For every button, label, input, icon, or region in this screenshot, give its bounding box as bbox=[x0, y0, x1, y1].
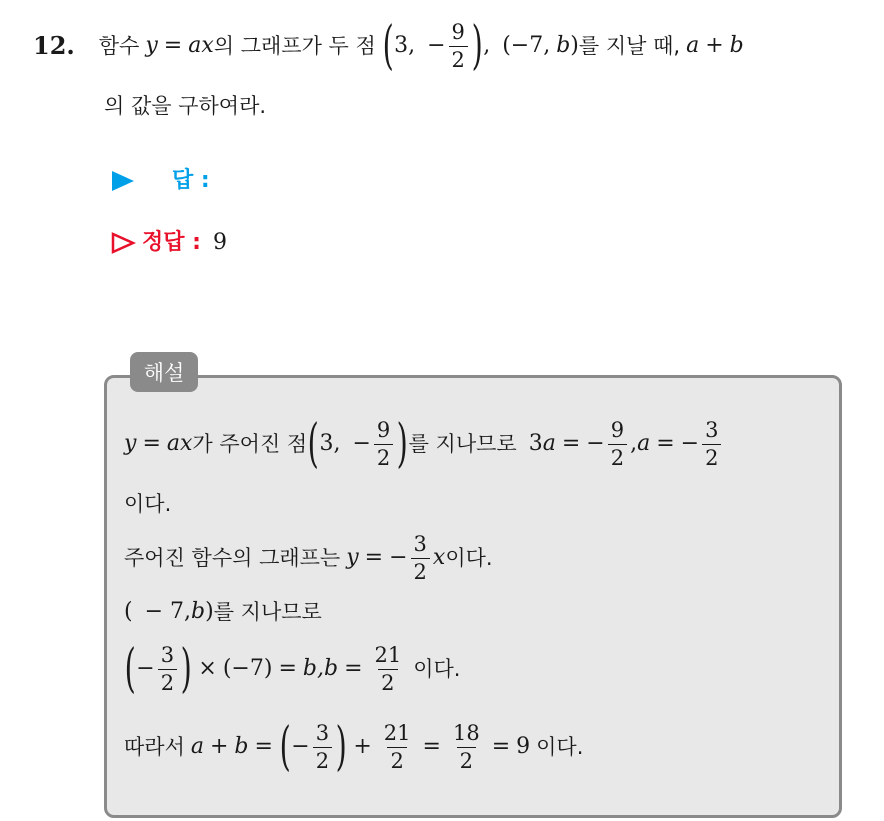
fraction bbox=[449, 19, 468, 72]
text-run: 이다. bbox=[413, 656, 461, 681]
explanation-line-1 bbox=[124, 416, 724, 472]
math-token: − bbox=[427, 33, 446, 58]
math-token: a bbox=[190, 734, 204, 759]
math-token: ( bbox=[382, 16, 394, 76]
explanation-line-5 bbox=[124, 640, 460, 698]
math-token: 18 bbox=[452, 720, 480, 745]
question-number: 12. bbox=[33, 31, 75, 60]
text-run: 의 값을 구하여라. bbox=[104, 93, 267, 118]
math-token: ) bbox=[335, 717, 347, 777]
explanation-line-6 bbox=[124, 718, 583, 776]
fraction bbox=[450, 720, 483, 773]
math-token: 2 bbox=[449, 46, 468, 71]
math-token: = bbox=[163, 33, 183, 58]
text-run: 주어진 함수의 그래프는 bbox=[124, 545, 341, 570]
outline-triangle-icon bbox=[110, 231, 136, 255]
math-token: − 7, bbox=[144, 599, 192, 624]
explanation-tab: 해설 bbox=[130, 352, 198, 392]
math-token: ) bbox=[180, 639, 192, 699]
math-token: ( bbox=[124, 639, 136, 699]
math-token: b, bbox=[302, 656, 324, 681]
math-token: b bbox=[234, 734, 249, 759]
answer-label: 답 : bbox=[172, 168, 210, 193]
math-token: y bbox=[346, 545, 359, 570]
math-token: = bbox=[422, 734, 441, 759]
math-token: x bbox=[432, 545, 446, 570]
explanation-line-3 bbox=[124, 530, 493, 586]
math-token: = bbox=[278, 656, 297, 681]
math-token: = bbox=[364, 545, 384, 570]
math-token: − bbox=[389, 545, 408, 570]
text-run: 를 지나므로 bbox=[408, 431, 517, 456]
math-token: = bbox=[142, 431, 161, 456]
math-token: ( bbox=[124, 599, 133, 624]
fraction bbox=[374, 417, 393, 470]
math-token: (−7, bbox=[502, 33, 551, 58]
math-token: = bbox=[561, 431, 581, 456]
math-token: 9 bbox=[376, 417, 391, 442]
math-token: 2 bbox=[158, 669, 177, 694]
math-token: 2 bbox=[378, 669, 397, 694]
fraction bbox=[313, 720, 332, 773]
text-run: 의 그래프가 두 점 bbox=[213, 33, 376, 58]
math-token: 9 bbox=[610, 417, 625, 442]
math-token: = bbox=[254, 734, 273, 759]
correct-answer-value: 9 bbox=[212, 230, 227, 255]
math-token: = bbox=[656, 431, 675, 456]
math-token: 3, bbox=[319, 431, 341, 456]
math-token: 2 bbox=[374, 444, 393, 469]
text-run: 이다. bbox=[445, 545, 493, 570]
math-token: 2 bbox=[411, 558, 430, 583]
explanation-line-4 bbox=[124, 598, 322, 626]
math-token: − bbox=[136, 656, 155, 681]
math-token: ) bbox=[471, 16, 483, 76]
math-token: 2 bbox=[457, 747, 476, 772]
filled-triangle-icon bbox=[110, 169, 136, 193]
math-token: a bbox=[686, 33, 700, 58]
math-token: 21 bbox=[374, 642, 402, 667]
math-token: b bbox=[729, 33, 744, 58]
math-token: = bbox=[344, 656, 363, 681]
question-line-2 bbox=[104, 92, 266, 120]
math-token: − bbox=[352, 431, 371, 456]
math-token: − bbox=[680, 431, 700, 456]
math-token: 21 bbox=[383, 720, 411, 745]
math-token: , bbox=[630, 431, 638, 456]
math-token: 3 bbox=[315, 720, 330, 745]
math-token: 3 bbox=[413, 531, 427, 556]
text-run: 가 주어진 점 bbox=[192, 431, 308, 456]
text-run: 이다. bbox=[124, 491, 172, 516]
math-token: 2 bbox=[608, 444, 627, 469]
math-token: b bbox=[556, 33, 571, 58]
fraction bbox=[372, 642, 405, 695]
math-token: + bbox=[209, 734, 229, 759]
math-token: 2 bbox=[313, 747, 332, 772]
text-run: 따라서 bbox=[124, 734, 185, 759]
math-token: ) bbox=[570, 33, 579, 58]
math-token: (−7) bbox=[222, 656, 273, 681]
math-token: y bbox=[145, 33, 158, 58]
fraction bbox=[411, 531, 430, 584]
math-token: ) bbox=[205, 599, 214, 624]
math-token: 2 bbox=[702, 444, 721, 469]
math-token: ax bbox=[188, 33, 214, 58]
math-token: ( bbox=[279, 717, 291, 777]
math-token: b bbox=[191, 599, 206, 624]
math-token: y bbox=[124, 431, 137, 456]
answer-row bbox=[110, 166, 210, 196]
math-token: 3 bbox=[705, 417, 719, 442]
math-token: + bbox=[705, 33, 724, 58]
fraction bbox=[702, 417, 721, 470]
question-text: 함수 bbox=[98, 33, 140, 58]
math-token: 3 bbox=[528, 431, 543, 456]
text-run: 를 지나므로 bbox=[213, 599, 322, 624]
fraction bbox=[158, 642, 177, 695]
math-token: 3, bbox=[394, 33, 416, 58]
explanation-line-2 bbox=[124, 490, 171, 518]
correct-answer-row bbox=[110, 228, 227, 258]
math-token: + bbox=[353, 734, 372, 759]
math-token: ax bbox=[166, 431, 193, 456]
fraction bbox=[381, 720, 414, 773]
math-token: a bbox=[542, 431, 556, 456]
math-token: ) bbox=[396, 414, 409, 474]
text-run: 를 지날 때, bbox=[578, 33, 681, 58]
math-token: × bbox=[198, 656, 217, 681]
math-token: − bbox=[586, 431, 605, 456]
text-run: 이다. bbox=[536, 734, 584, 759]
fraction bbox=[608, 417, 627, 470]
math-token: − bbox=[291, 734, 310, 759]
math-token: ( bbox=[307, 414, 319, 474]
math-token: = bbox=[491, 734, 511, 759]
math-token: b bbox=[323, 656, 339, 681]
math-token: 2 bbox=[387, 747, 406, 772]
math-token: a bbox=[637, 431, 651, 456]
correct-answer-label: 정답 : bbox=[142, 230, 201, 255]
math-token: , bbox=[483, 33, 491, 58]
question-line-1 bbox=[33, 16, 744, 76]
math-token: 9 bbox=[516, 734, 531, 759]
math-token: 3 bbox=[160, 642, 175, 667]
math-token: 9 bbox=[451, 19, 465, 44]
